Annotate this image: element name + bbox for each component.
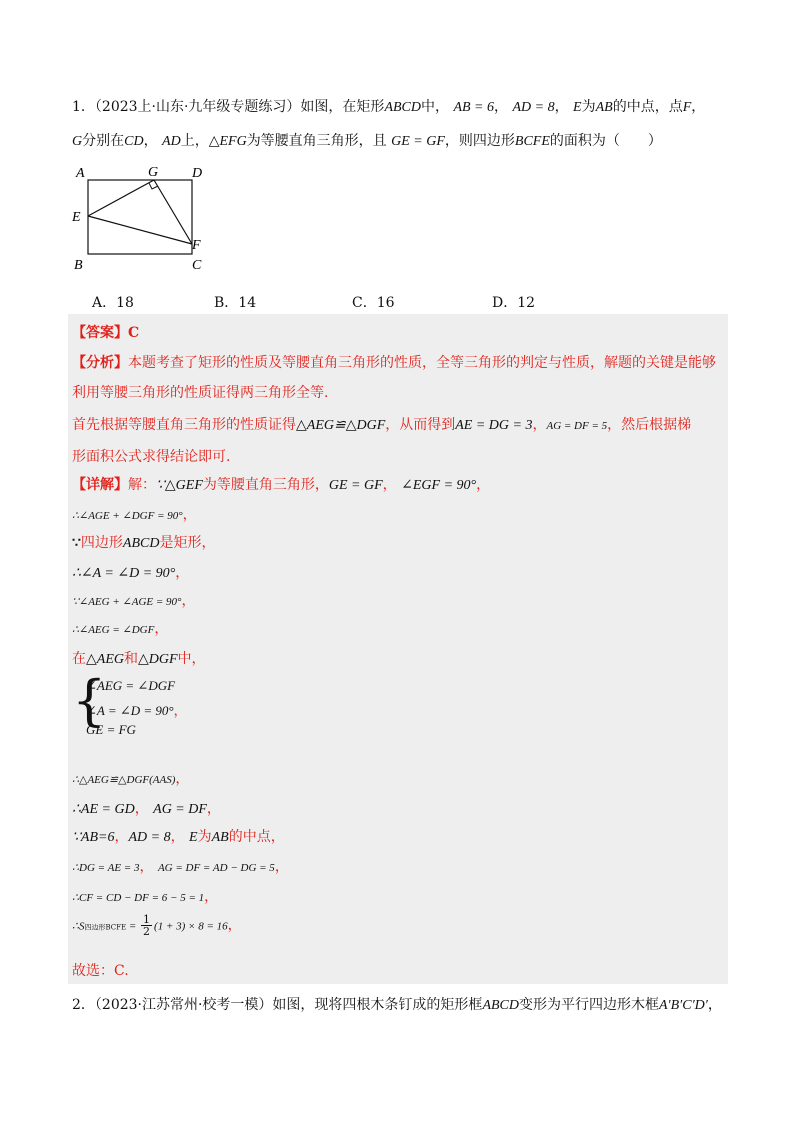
- option-d: D．12: [492, 295, 536, 311]
- answer-line: 【答案】C: [72, 325, 140, 341]
- question-2-line-1: 2．（2023·江苏常州·校考一模）如图，现将四根木条钉成的矩形框ABCD变形为平行四边形木框A′B′C′D′，: [72, 997, 722, 1013]
- segment-gf: [154, 180, 192, 244]
- detail-line-9: ∴AE = GD， AG = DF，: [72, 801, 221, 817]
- system-line-2: ∠A = ∠D = 90°，: [86, 703, 187, 718]
- analysis-line-3: 首先根据等腰直角三角形的性质证得△AEG≌△DGF，从而得到AE = DG = 3，AG = DF = 5，然后根据梯: [72, 417, 692, 433]
- detail-line-6: ∴∠AEG = ∠DGF，: [72, 621, 169, 637]
- label-a: A: [76, 166, 85, 181]
- option-a: A．18: [92, 295, 134, 311]
- detail-line-12: ∴CF = CD − DF = 6 − 5 = 1，: [72, 889, 219, 905]
- label-b: B: [74, 258, 83, 273]
- option-c: C．16: [352, 295, 395, 311]
- question-1-line-1: 1．（2023上·山东·九年级专题练习）如图，在矩形ABCD中， AB = 6， AD = 8， E为AB的中点，点F，: [72, 99, 706, 115]
- label-f: F: [192, 238, 201, 253]
- detail-line-8: ∴△AEG≌△DGF(AAS)，: [72, 771, 190, 787]
- analysis-line-2: 利用等腰三角形的性质证得两三角形全等.: [72, 385, 329, 401]
- label-g: G: [148, 165, 159, 180]
- label-e: E: [72, 210, 81, 225]
- analysis-line-1: 【分析】本题考查了矩形的性质及等腰直角三角形的性质，全等三角形的判定与性质，解题的关键是能够: [72, 355, 716, 371]
- detail-line-11: ∴DG = AE = 3， AG = DF = AD − DG = 5，: [72, 859, 289, 875]
- system-line-1: ∠AEG = ∠DGF: [86, 678, 176, 693]
- detail-line-1: 【详解】解：∵△GEF为等腰直角三角形，GE = GF， ∠EGF = 90°，: [72, 477, 491, 493]
- option-b: B．14: [214, 295, 257, 311]
- label-d: D: [192, 166, 203, 181]
- detail-line-13: ∴S四边形BCFE = $\frac{1}{2}$ (1 + 3) × 8 = 16，: [72, 913, 242, 938]
- detail-conclusion: 故选：C.: [72, 963, 129, 979]
- detail-line-4: ∴∠A = ∠D = 90°，: [72, 565, 190, 581]
- segment-ef: [88, 216, 192, 244]
- fraction-one-half: $\frac{1}{2}$: [143, 913, 151, 938]
- detail-line-7: 在△AEG和△DGF中，: [72, 651, 206, 667]
- label-c: C: [192, 258, 202, 273]
- analysis-line-4: 形面积公式求得结论即可.: [72, 449, 231, 465]
- system-line-3: GE = FG: [86, 722, 136, 737]
- detail-line-5: ∵∠AEG + ∠AGE = 90°，: [72, 593, 196, 609]
- question-1-line-2: G分别在CD， AD上，△EFG为等腰直角三角形，且 GE = GF，则四边形BCFE的面积为（ ）: [72, 133, 662, 149]
- detail-line-10: ∵AB=6，AD = 8， E为AB的中点，: [72, 829, 285, 845]
- geometry-figure: [70, 160, 220, 275]
- detail-line-3: ∵四边形ABCD是矩形，: [72, 535, 216, 551]
- segment-eg: [88, 180, 154, 216]
- detail-line-2: ∴∠AGE + ∠DGF = 90°，: [72, 507, 197, 523]
- system-brace: {: [72, 669, 107, 732]
